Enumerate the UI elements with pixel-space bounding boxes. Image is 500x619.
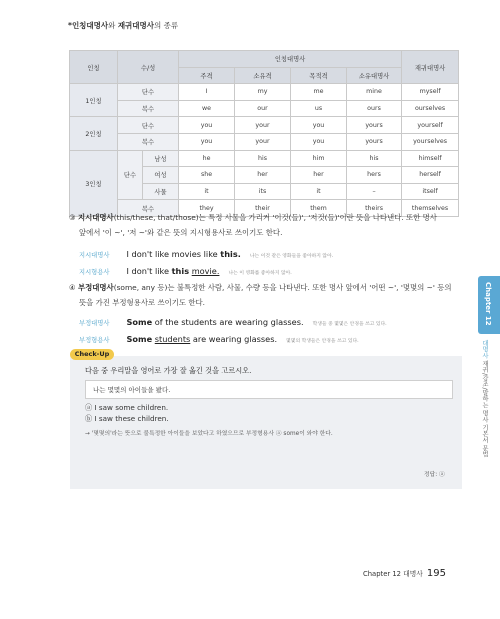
- checkup-tag: Check-Up: [70, 349, 114, 360]
- checkup-question: 다음 중 우리말을 영어로 가장 잘 옮긴 것을 고르시오.: [85, 366, 252, 375]
- header-person: 인칭: [70, 51, 118, 84]
- pronoun-table: [69, 50, 459, 217]
- checkup-option-b[interactable]: ⓑ I saw these children.: [85, 414, 169, 423]
- chapter-side-tab[interactable]: [478, 276, 500, 334]
- header-poss-pron: 소유대명사: [347, 67, 402, 84]
- example-indefinite-pronoun: 부정대명사 Some of the students are wearing glasses. 학생들 중 몇몇은 안경을 쓰고 있다.: [79, 317, 387, 327]
- checkup-answer: 정답: ⓐ: [424, 472, 445, 478]
- checkup-option-a[interactable]: ⓐ I saw some children.: [85, 403, 169, 412]
- checkup-given: 나는 몇몇의 아이들을 봤다.: [93, 386, 171, 394]
- row-label-second: 2인칭: [70, 117, 118, 150]
- header-number: 수/성: [118, 51, 179, 84]
- footer-chapter: Chapter 12 대명사: [363, 570, 423, 578]
- row-label-third: 3인칭: [70, 150, 118, 216]
- checkup-explanation: → '몇몇의'라는 뜻으로 불특정한 아이들을 보았다고 하였으므로 부정형용사 ⓐ some이 와야 한다.: [85, 431, 333, 437]
- table-row: 복수 we our us ours ourselves: [70, 100, 459, 117]
- table-row: 1인칭 단수 I my me mine myself: [70, 84, 459, 101]
- checkup-given-box: [85, 380, 453, 399]
- side-description: 대명사 재귀/강조/말하는 명사 기본서 문법: [481, 340, 488, 458]
- table-row: 복수 you your you yours yourselves: [70, 133, 459, 150]
- table-row: 복수 they their them theirs themselves: [70, 200, 459, 217]
- header-poss: 소유격: [235, 67, 291, 84]
- page-number: 195: [426, 568, 446, 579]
- page-footer: [363, 568, 446, 579]
- table-row: 3인칭 단수 남성 he his him his himself: [70, 150, 459, 167]
- table-header-row: [70, 51, 459, 68]
- table-row: 사물 it its it – itself: [70, 183, 459, 200]
- header-reflexive: 재귀대명사: [402, 51, 459, 84]
- section-title: *인칭대명사와 재귀대명사의 종류: [68, 21, 179, 30]
- item-indefinite: ④ 부정대명사(some, any 등)는 불특정한 사람, 사물, 수량 등을 나타낸다. 또한 명사 앞에서 '어떤 ~', '몇몇의 ~' 등의 뜻을 가진 부정형용사로 쓰이기도 한다.: [69, 283, 452, 307]
- table-row: 2인칭 단수 you your you yours yourself: [70, 117, 459, 134]
- header-personal: 인칭대명사: [179, 51, 402, 68]
- example-indefinite-adjective: 부정형용사 Some students are wearing glasses. 몇몇의 학생들은 안경을 쓰고 있다.: [79, 334, 359, 344]
- header-obj: 목적격: [291, 67, 347, 84]
- example-demonstrative-adjective: 지시형용사 I don't like this movie. 나는 이 영화를 좋아하지 않아.: [79, 266, 292, 276]
- row-label-first: 1인칭: [70, 84, 118, 117]
- header-subj: 주격: [179, 67, 235, 84]
- example-demonstrative-pronoun: 지시대명사 I don't like movies like this. 나는 이것 같은 영화들을 좋아하지 않아.: [79, 249, 334, 259]
- item-demonstrative: ③ 지시대명사(this/these, that/those)는 특정 사물을 가리켜 '이것(들)', '저것(들)'이란 뜻을 나타낸다. 또한 명사 앞에서 '이 ~', '저 ~'와 같은 뜻의 지시형용사로 쓰이기도 한다.: [69, 213, 437, 237]
- chapter-side-label: Chapter 12: [484, 282, 492, 326]
- table-row: 여성 she her her hers herself: [70, 167, 459, 184]
